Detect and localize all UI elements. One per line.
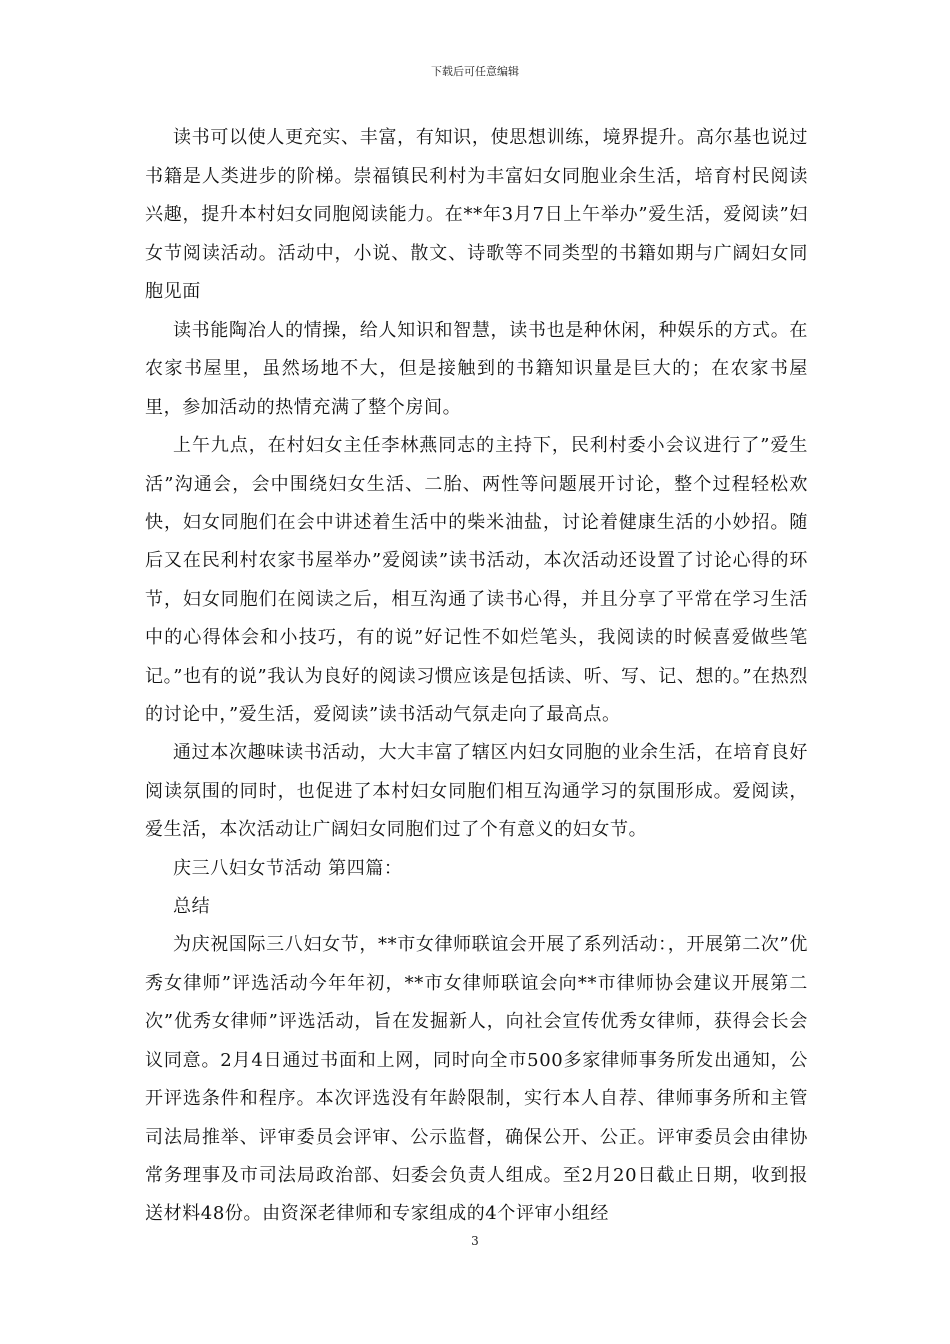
page-header: 下载后可任意编辑 (431, 65, 519, 78)
paragraph-meeting: 上午九点，在村妇女主任李林燕同志的主持下，民利村委小会议进行了”爱生活”沟通会，会中围绕妇女生活、二胎、两性等问题展开讨论，整个过程轻松欢快，妇女同胞们在会中讲述着生活中的柴米油盐，讨论着健康生活的小妙招。随后又在民利村农家书屋举办”爱阅读”读书活动，本次活动还设置了讨论心得的环节，妇女同胞们在阅读之后，相互沟通了读书心得，并且分享了平常在学习生活中的心得体会和小技巧，有的说”好记性不如烂笔头，我阅读的时候喜爱做些笔记。”也有的说”我认为良好的阅读习惯应该是包括读、听、写、记、想的。”在热烈的讨论中，”爱生活，爱阅读”读书活动气氛走向了最高点。 (145, 435, 808, 726)
paragraph-lawyer-selection: 为庆祝国际三八妇女节，**市女律师联谊会开展了系列活动：，开展第二次”优秀女律师”评选活动今年年初，**市女律师联谊会向**市律师协会建议开展第二次”优秀女律师”评选活动，旨在发掘新人，向社会宣传优秀女律师，获得会长会议同意。2月4日通过书面和上网，同时向全市500多家律师事务所发出通知，公开评选条件和程序。本次评选没有年龄限制，实行本人自荐、律师事务所和主管司法局推举、评审委员会评审、公示监督，确保公开、公正。评审委员会由律协常务理事及市司法局政治部、妇委会负责人组成。至2月20日截止日期，收到报送材料48份。由资深老律师和专家组成的4个评审小组经 (145, 934, 808, 1225)
paragraph-reading-benefits: 读书可以使人更充实、丰富，有知识，使思想训练，境界提升。高尔基也说过书籍是人类进步的阶梯。崇福镇民利村为丰富妇女同胞业余生活，培育村民阅读兴趣，提升本村妇女同胞阅读能力。在**年3月7日上午举办”爱生活，爱阅读”妇女节阅读活动。活动中，小说、散文、诗歌等不同类型的书籍如期与广阔妇女同胞见面 (145, 127, 808, 303)
paragraph-summary-activity: 通过本次趣味读书活动，大大丰富了辖区内妇女同胞的业余生活，在培育良好阅读氛围的同时，也促进了本村妇女同胞们相互沟通学习的氛围形成。爱阅读，爱生活，本次活动让广阔妇女同胞们过了个有意义的妇女节。 (145, 742, 808, 841)
paragraph-book-house: 读书能陶冶人的情操，给人知识和智慧，读书也是种休闲，种娱乐的方式。在农家书屋里，虽然场地不大，但是接触到的书籍知识量是巨大的；在农家书屋里，参加活动的热情充满了整个房间。 (145, 319, 808, 418)
section-heading: 庆三八妇女节活动 第四篇： (173, 857, 403, 879)
page-number: 3 (471, 1234, 479, 1248)
section-subheading: 总结 (173, 896, 211, 918)
document-body (145, 119, 808, 1234)
